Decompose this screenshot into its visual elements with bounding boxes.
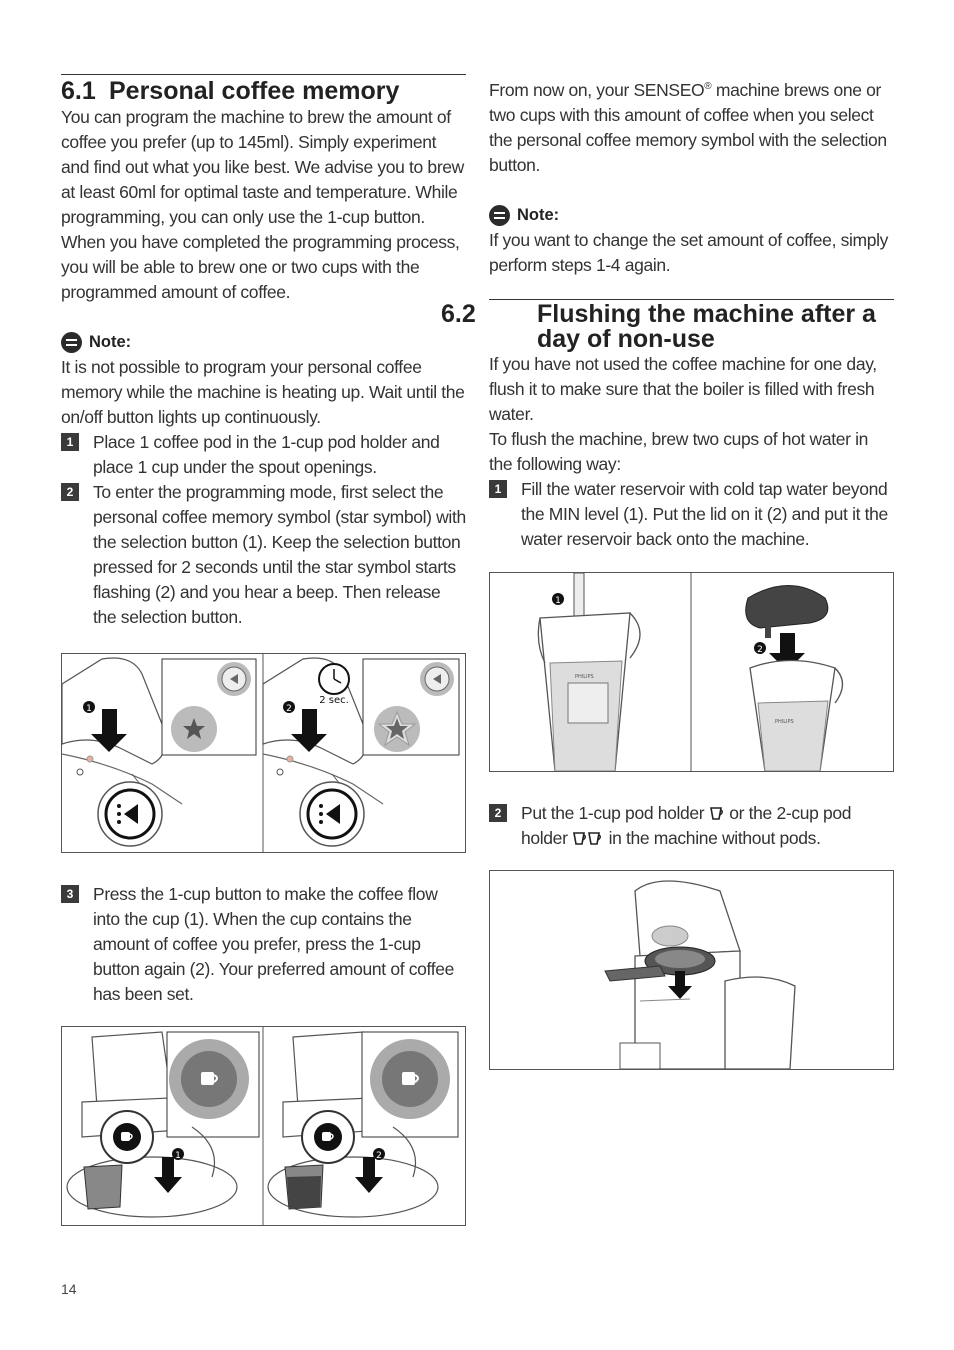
note-heading-2: Note:: [489, 203, 894, 228]
flush-step-1: 1 Fill the water reservoir with cold tap water beyond the MIN level (1). Put the lid on it (2) and put it the water reservoir back onto the machine.: [489, 477, 894, 552]
right-column: [441, 78, 894, 1070]
figure-pod-holder-illustration: [490, 871, 893, 1069]
continuation-text: From now on, your SENSEO® machine brews one or two cups with this amount of coffee when you select the personal coffee memory symbol with the selection button.: [489, 80, 887, 175]
section-rule: [61, 74, 466, 75]
note-heading: Note:: [61, 330, 466, 355]
one-cup-icon: [709, 805, 725, 821]
section-6-2-para1: If you have not used the coffee machine for one day, flush it to make sure that the boiler is filled with fresh water.: [489, 354, 877, 424]
section-6-2-para2: To flush the machine, brew two cups of hot water in the following way:: [489, 429, 869, 474]
section-6-1-heading: 6.1 Personal coffee memory: [61, 77, 400, 105]
figure-reservoir-illustration: [490, 573, 893, 771]
step-3: 3 Press the 1-cup button to make the coffee flow into the cup (1). When the cup contains the amount of coffee you prefer, press the 1-cup button again (2). Your preferred amount of coffee has been set.: [61, 882, 466, 1007]
step-1: 1 Place 1 coffee pod in the 1-cup pod holder and place 1 cup under the spout openings.: [61, 430, 466, 480]
note-icon: [61, 332, 82, 353]
figure-programming-illustration: [62, 654, 465, 852]
figure-programming-mode: [61, 653, 466, 853]
page-number: 14: [61, 1281, 77, 1297]
note-text: It is not possible to program your personal coffee memory while the machine is heating up. Wait until the on/off button lights up continuously.: [61, 357, 465, 427]
svg-text:2: 2: [757, 645, 763, 655]
svg-text:PHILIPS: PHILIPS: [775, 719, 794, 725]
two-cup-icon: [572, 830, 604, 846]
svg-text:1: 1: [555, 596, 561, 606]
note-text-2: If you want to change the set amount of coffee, simply perform steps 1-4 again.: [489, 230, 889, 275]
flush-step-2: 2 Put the 1-cup pod holder or the 2-cup pod holder in the machine without pods.: [489, 801, 894, 851]
note-icon: [489, 205, 510, 226]
section-6-2-heading: 6.2 Flushing the machine after a day of non-use: [441, 300, 876, 353]
figure-brew-illustration: [62, 1027, 465, 1225]
section-6-1-intro: You can program the machine to brew the amount of coffee you prefer (up to 145ml). Simply experiment and find out what you like best. We advise you to brew at least 60ml for optimal taste and temperature. While programming, you can only use the 1-cup button. When you have completed the programming process, you will be able to brew one or two cups with the programmed amount of coffee.: [61, 107, 464, 302]
svg-text:1: 1: [86, 704, 92, 714]
figure-brew-cup: [61, 1026, 466, 1226]
timer-label: 2 sec.: [319, 695, 349, 706]
figure-pod-holder: [489, 870, 894, 1070]
left-column: [61, 74, 466, 1226]
svg-text:2: 2: [376, 1151, 382, 1161]
step-2: 2 To enter the programming mode, first select the personal coffee memory symbol (star symbol) with the selection button (1). Keep the selection button pressed for 2 seconds until the star symbol starts flashing (2) and you hear a beep. Then release the selection button.: [61, 480, 466, 630]
svg-text:1: 1: [175, 1151, 181, 1161]
svg-text:PHILIPS: PHILIPS: [575, 674, 594, 680]
svg-text:2: 2: [286, 704, 292, 714]
figure-water-reservoir: [489, 572, 894, 772]
